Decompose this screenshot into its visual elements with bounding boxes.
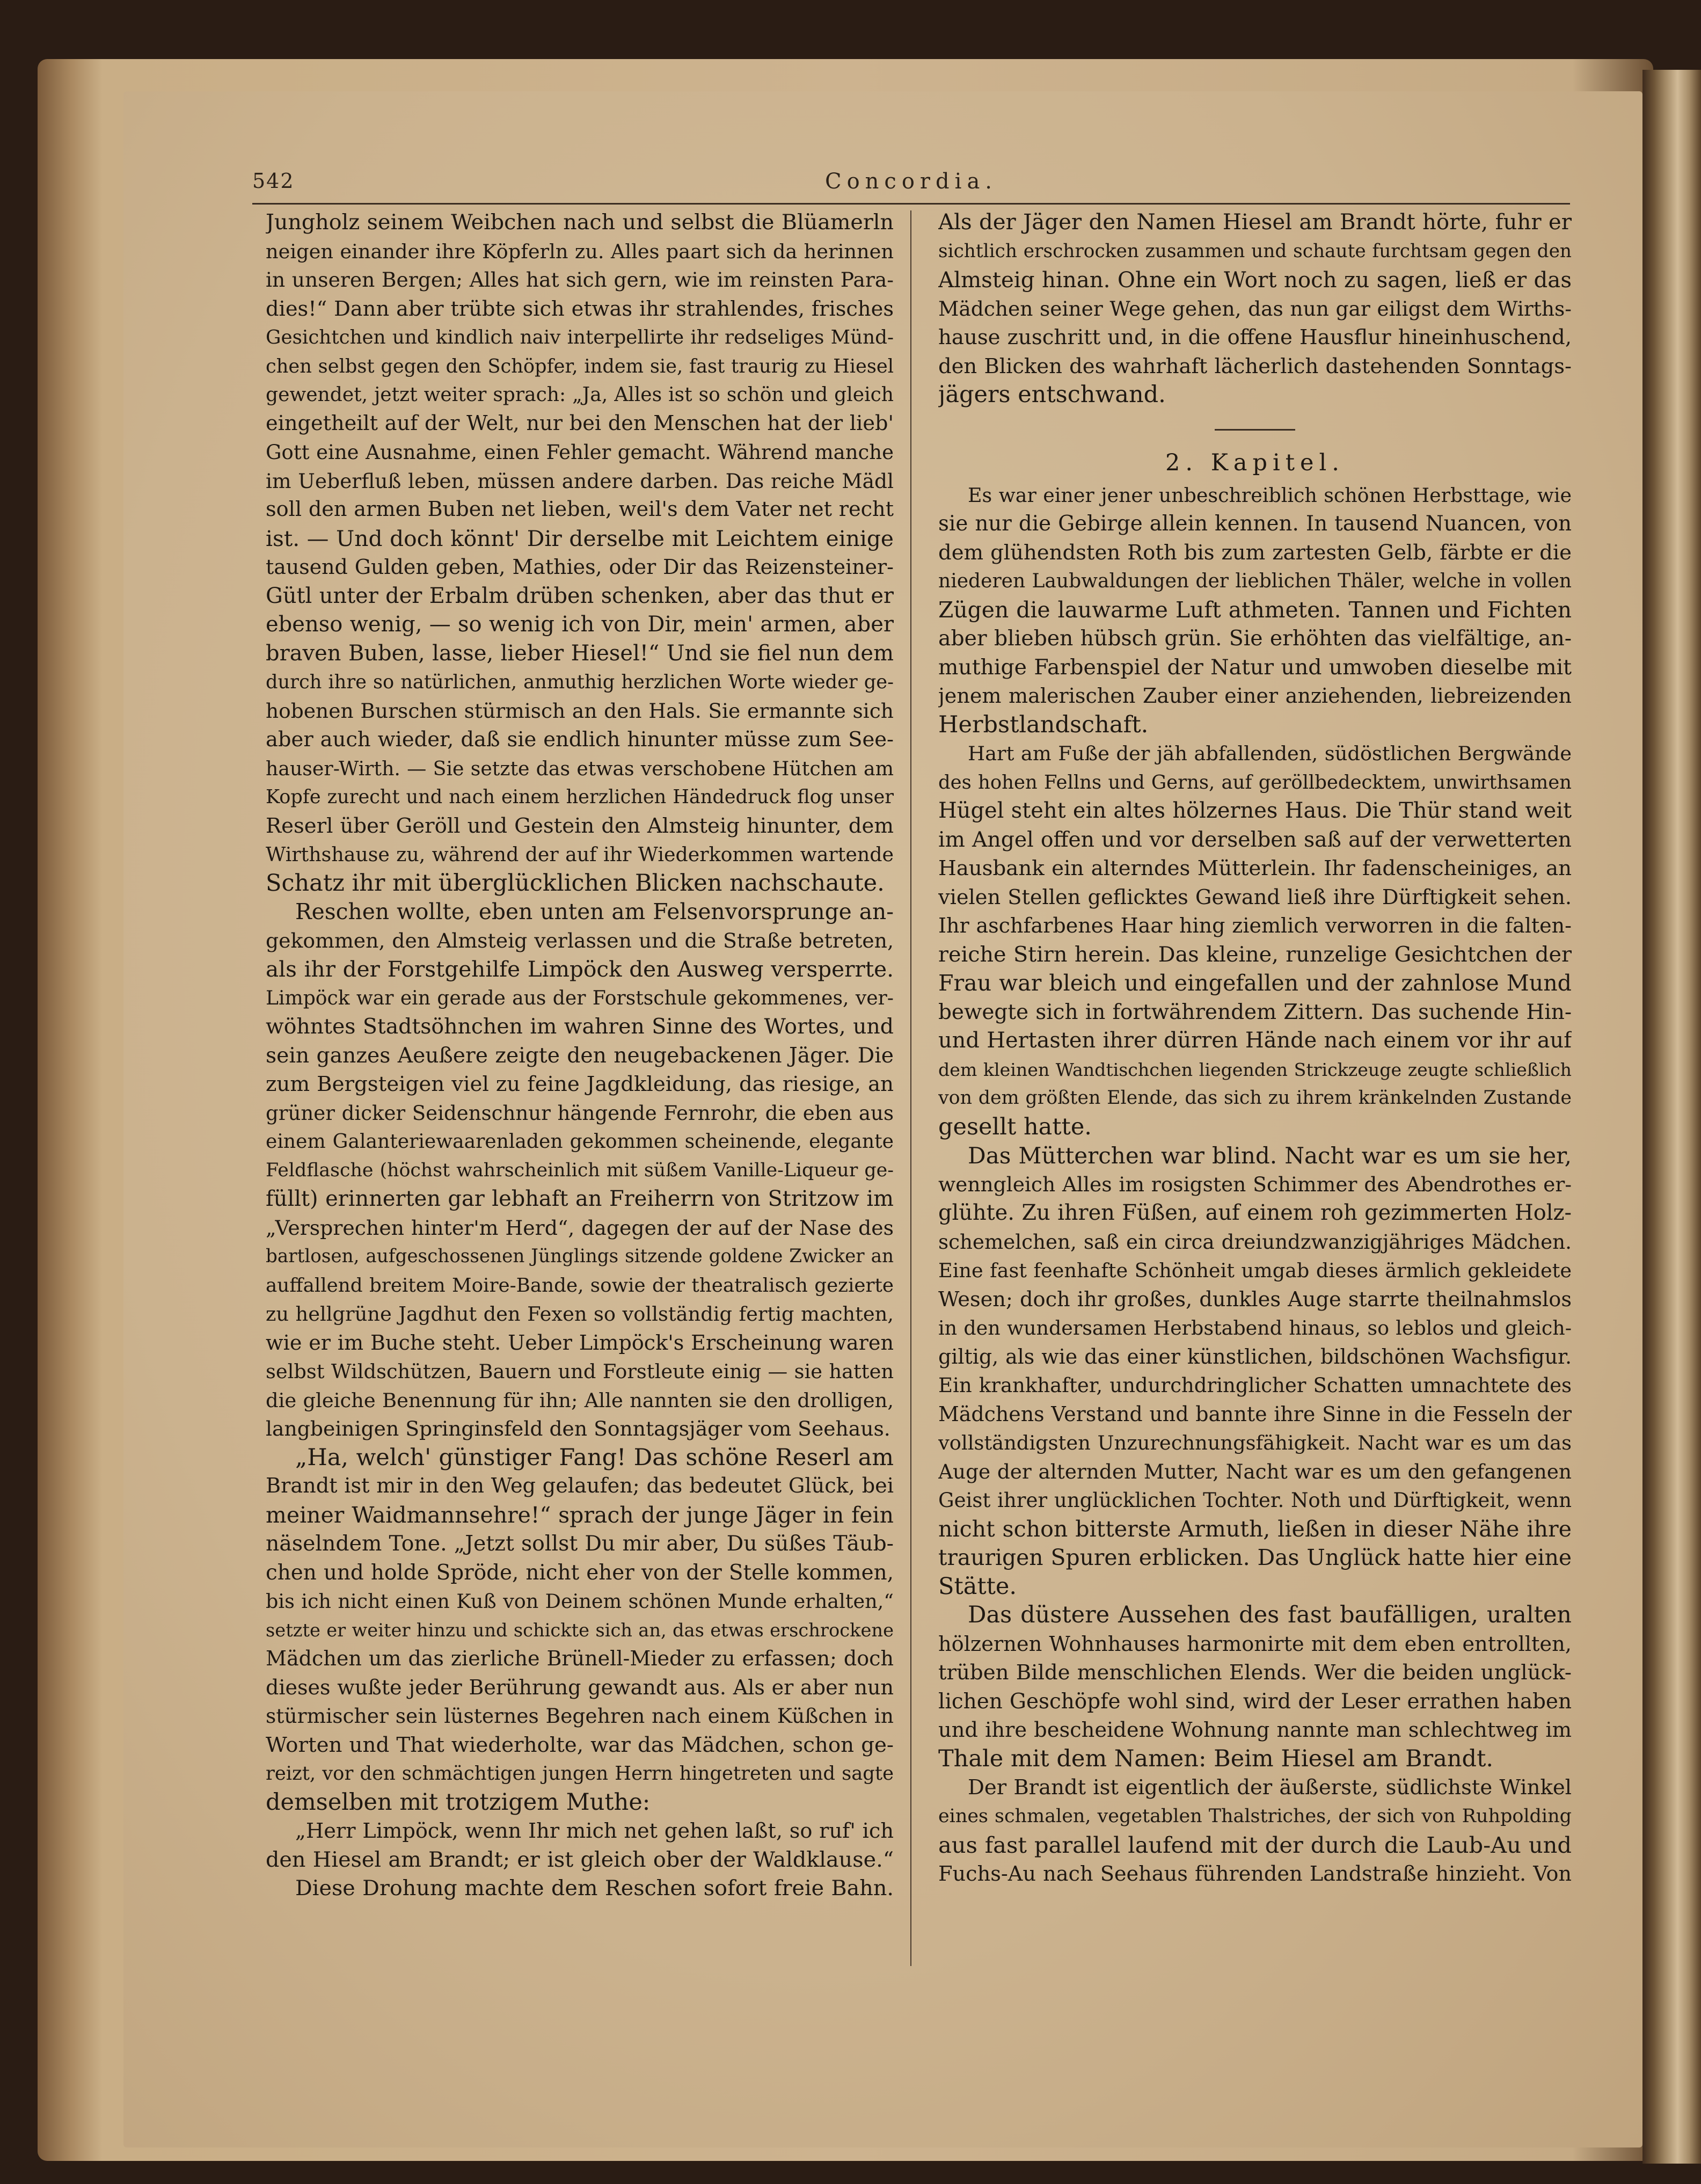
text-line: Hügel steht ein altes hölzernes Haus. Die Thür stand weit <box>938 798 1572 823</box>
text-line: hause zuschritt und, in die offene Hausflur hineinhuschend, <box>938 325 1572 350</box>
text-line: vielen Stellen geflicktes Gewand ließ ihre Dürftigkeit sehen. <box>938 885 1572 909</box>
text-line: langbeinigen Springinsfeld den Sonntagsjäger vom Seehaus. <box>266 1417 890 1440</box>
text-line: Wirthshause zu, während der auf ihr Wiederkommen wartende <box>266 843 894 866</box>
text-line: bewegte sich in fortwährendem Zittern. Das suchende Hin- <box>938 1000 1572 1024</box>
text-line: Reschen wollte, eben unten am Felsenvorsprunge an- <box>295 899 894 924</box>
text-line: Geist ihrer unglücklichen Tochter. Noth und Dürftigkeit, wenn <box>938 1489 1572 1512</box>
text-line: Feldflasche (höchst wahrscheinlich mit süßem Vanille-Liqueur ge- <box>266 1159 894 1181</box>
text-line: des hohen Fellns und Gerns, auf geröllbedecktem, unwirthsamen <box>938 771 1572 793</box>
text-line: meiner Waidmannsehre!“ sprach der junge Jäger in fein <box>266 1502 894 1528</box>
text-line: Mädchens Verstand und bannte ihre Sinne in die Fesseln der <box>938 1402 1572 1426</box>
text-line: selbst Wildschützen, Bauern und Forstleute einig — sie hatten <box>266 1360 894 1383</box>
text-line: hölzernen Wohnhauses harmonirte mit dem eben entrollten, <box>938 1632 1572 1656</box>
text-line: den Hiesel am Brandt; er ist gleich ober der Waldklause.“ <box>266 1847 894 1872</box>
next-page-edge <box>1642 70 1701 2164</box>
text-line: Reserl über Geröll und Gestein den Almsteig hinunter, dem <box>266 813 894 838</box>
text-line: einem Galanteriewaarenladen gekommen scheinende, elegante <box>266 1130 894 1153</box>
text-line: gewendet, jetzt weiter sprach: „Ja, Alles ist so schön und gleich <box>266 384 894 406</box>
text-line: Das Mütterchen war blind. Nacht war es um sie her, <box>968 1142 1572 1169</box>
right-column <box>938 208 1572 1888</box>
text-line: wenngleich Alles im rosigsten Schimmer des Abendrothes er- <box>938 1172 1572 1196</box>
text-line: den Blicken des wahrhaft lächerlich dastehenden Sonntags- <box>938 354 1572 378</box>
text-line: dieses wußte jeder Berührung gewandt aus. Als er aber nun <box>266 1675 894 1699</box>
text-line: giltig, als wie das einer künstlichen, bildschönen Wachsfigur. <box>938 1344 1572 1368</box>
text-line: reiche Stirn herein. Das kleine, runzelige Gesichtchen der <box>938 942 1572 967</box>
text-line: Gesichtchen und kindlich naiv interpellirte ihr redseliges Münd- <box>266 326 894 348</box>
text-line: durch ihre so natürlichen, anmuthig herzlichen Worte wieder ge- <box>266 671 894 693</box>
text-line: Der Brandt ist eigentlich der äußerste, südlichste Winkel <box>968 1775 1572 1800</box>
text-line: eingetheilt auf der Welt, nur bei den Menschen hat der lieb' <box>266 411 894 435</box>
text-line: Das düstere Aussehen des fast baufälligen, uralten <box>968 1601 1572 1628</box>
text-line: setzte er weiter hinzu und schickte sich an, das etwas erschrockene <box>266 1619 894 1641</box>
page-header <box>252 169 1570 201</box>
text-line: glühte. Zu ihren Füßen, auf einem roh gezimmerten Holz- <box>938 1200 1572 1225</box>
text-line: Herbstlandschaft. <box>938 711 1149 738</box>
left-column <box>266 208 894 1903</box>
text-line: hauser-Wirth. — Sie setzte das etwas verschobene Hütchen am <box>266 756 894 780</box>
text-line: aber blieben hübsch grün. Sie erhöhten das vielfältige, an- <box>938 626 1572 651</box>
text-line: braven Buben, lasse, lieber Hiesel!“ Und sie fiel nun dem <box>266 640 894 666</box>
text-line: hobenen Burschen stürmisch an den Hals. Sie ermannte sich <box>266 698 894 723</box>
text-line: sie nur die Gebirge allein kennen. In tausend Nuancen, von <box>938 512 1572 536</box>
text-line: chen und holde Spröde, nicht eher von der Stelle kommen, <box>266 1560 894 1585</box>
text-line: Als der Jäger den Namen Hiesel am Brandt hörte, fuhr er <box>938 210 1572 235</box>
text-line: auffallend breitem Moire-Bande, sowie der theatralisch gezierte <box>266 1274 894 1297</box>
text-line: trüben Bilde menschlichen Elends. Wer die beiden unglück- <box>938 1661 1572 1685</box>
text-line: im Ueberfluß leben, müssen andere darben. Das reiche Mädl <box>266 469 894 493</box>
text-line: Auge der alternden Mutter, Nacht war es um den gefangenen <box>938 1459 1572 1483</box>
text-line: Hart am Fuße der jäh abfallenden, südöstlichen Bergwände <box>968 742 1572 765</box>
text-line: aber auch wieder, daß sie endlich hinunter müsse zum See- <box>266 727 894 752</box>
text-line: tausend Gulden geben, Mathies, oder Dir das Reizensteiner- <box>266 555 894 579</box>
text-line: bis ich nicht einen Kuß von Deinem schönen Munde erhalten,“ <box>266 1590 894 1613</box>
text-line: sichtlich erschrocken zusammen und schaute furchtsam gegen den <box>938 240 1572 262</box>
text-line: Worten und That wiederholte, war das Mädchen, schon ge- <box>266 1732 894 1757</box>
text-line: Fuchs-Au nach Seehaus führenden Landstraße hinzieht. Von <box>938 1861 1572 1886</box>
text-line: gesellt hatte. <box>938 1113 1092 1140</box>
text-line: zum Bergsteigen viel zu feine Jagdkleidung, das riesige, an <box>266 1072 894 1096</box>
text-line: in unseren Bergen; Alles hat sich gern, wie im reinsten Para- <box>266 268 894 292</box>
text-line: lichen Geschöpfe wohl sind, wird der Leser errathen haben <box>938 1689 1572 1714</box>
text-line: stürmischer sein lüsternes Begehren nach einem Küßchen in <box>266 1704 894 1728</box>
text-line: wöhntes Stadtsöhnchen im wahren Sinne des Wortes, und <box>266 1014 894 1039</box>
text-line: traurigen Spuren erblicken. Das Unglück hatte hier eine <box>938 1545 1572 1570</box>
text-line: muthige Farbenspiel der Natur und umwoben dieselbe mit <box>938 654 1572 680</box>
text-line: Stätte. <box>938 1573 1017 1600</box>
text-line: in den wundersamen Herbstabend hinaus, so leblos und gleich- <box>938 1316 1572 1339</box>
text-line: neigen einander ihre Köpferln zu. Alles paart sich da herinnen <box>266 239 894 263</box>
text-line: Gütl unter der Erbalm drüben schenken, aber das thut er <box>266 583 894 608</box>
page-number: 542 <box>252 169 295 193</box>
text-line: Mädchen seiner Wege gehen, das nun gar eiligst dem Wirths- <box>938 296 1572 321</box>
text-line: und Hertasten ihrer dürren Hände nach einem vor ihr auf <box>938 1028 1572 1053</box>
text-line: Jungholz seinem Weibchen nach und selbst die Blüamerln <box>266 210 894 235</box>
text-line: wie er im Buche steht. Ueber Limpöck's Erscheinung waren <box>266 1330 894 1355</box>
text-line: „Ha, welch' günstiger Fang! Das schöne Reserl am <box>295 1444 894 1471</box>
text-line: Hausbank ein alterndes Mütterlein. Ihr fadenscheiniges, an <box>938 856 1572 880</box>
text-line: dem kleinen Wandtischchen liegenden Strickzeuge zeugte schließlich <box>938 1059 1572 1080</box>
text-line: ebenso wenig, — so wenig ich von Dir, mein' armen, aber <box>266 612 894 637</box>
text-line: von dem größten Elende, das sich zu ihrem kränkelnden Zustande <box>938 1087 1572 1109</box>
text-line: vollständigsten Unzurechnungsfähigkeit. Nacht war es um das <box>938 1431 1572 1454</box>
text-line: niederen Laubwaldungen der lieblichen Thäler, welche in vollen <box>938 570 1572 592</box>
text-line: Eine fast feenhafte Schönheit umgab dieses ärmlich gekleidete <box>938 1259 1572 1282</box>
text-line: Schatz ihr mit überglücklichen Blicken nachschaute. <box>266 869 885 897</box>
text-line: Thale mit dem Namen: Beim Hiesel am Brandt. <box>938 1745 1494 1772</box>
text-line: die gleiche Benennung für ihn; Alle nannten sie den drolligen, <box>266 1388 894 1412</box>
text-line: demselben mit trotzigem Muthe: <box>266 1788 651 1816</box>
text-line: als ihr der Forstgehilfe Limpöck den Ausweg versperrte. <box>266 956 894 982</box>
text-line: füllt) erinnerten gar lebhaft an Freiherrn von Stritzow im <box>266 1186 894 1211</box>
text-line: nicht schon bitterste Armuth, ließen in dieser Nähe ihre <box>938 1516 1572 1542</box>
text-line: bartlosen, aufgeschossenen Jünglings sitzende goldene Zwicker an <box>266 1246 894 1267</box>
text-line: gekommen, den Almsteig verlassen und die Straße betreten, <box>266 928 894 952</box>
text-line: jägers entschwand. <box>938 381 1166 408</box>
section-divider-rule <box>1215 429 1295 431</box>
text-line: näselndem Tone. „Jetzt sollst Du mir aber, Du süßes Täub- <box>266 1531 894 1556</box>
right-column-continuation <box>938 208 1572 410</box>
text-line: dies!“ Dann aber trübte sich etwas ihr strahlendes, frisches <box>266 296 894 321</box>
text-line: ist. — Und doch könnt' Dir derselbe mit Leichtem einige <box>266 525 894 551</box>
header-rule <box>252 203 1570 205</box>
text-line: sein ganzes Aeußere zeigte den neugebackenen Jäger. Die <box>266 1043 894 1068</box>
text-line: Limpöck war ein gerade aus der Forstschule gekommenes, ver- <box>266 986 894 1009</box>
text-line: chen selbst gegen den Schöpfer, indem sie, fast traurig zu Hiesel <box>266 355 894 377</box>
text-line: im Angel offen und vor derselben saß auf der verwetterten <box>938 827 1572 852</box>
text-line: grüner dicker Seidenschnur hängende Fernrohr, die eben aus <box>266 1101 894 1125</box>
text-line: Frau war bleich und eingefallen und der zahnlose Mund <box>938 970 1572 996</box>
column-divider <box>910 210 911 1966</box>
text-line: zu hellgrüne Jagdhut den Fexen so vollständig fertig machten, <box>266 1302 894 1326</box>
text-line: „Versprechen hinter'm Herd“, dagegen der auf der Nase des <box>266 1215 894 1240</box>
text-line: dem glühendsten Roth bis zum zartesten Gelb, färbte er die <box>938 540 1572 565</box>
text-line: eines schmalen, vegetablen Thalstriches, der sich von Ruhpolding <box>938 1805 1572 1827</box>
text-line: und ihre bescheidene Wohnung nannte man schlechtweg im <box>938 1718 1572 1742</box>
text-line: Es war einer jener unbeschreiblich schönen Herbsttage, wie <box>968 483 1572 507</box>
text-line: reizt, vor den schmächtigen jungen Herrn hingetreten und sagte <box>266 1763 894 1785</box>
text-line: schemelchen, saß ein circa dreiundzwanzigjähriges Mädchen. <box>938 1229 1572 1254</box>
text-line: jenem malerischen Zauber einer anziehenden, liebreizenden <box>938 684 1572 708</box>
text-line: Mädchen um das zierliche Brünell-Mieder zu erfassen; doch <box>266 1647 894 1670</box>
text-line: Ihr aschfarbenes Haar hing ziemlich verworren in die falten- <box>938 914 1572 937</box>
text-line: Zügen die lauwarme Luft athmeten. Tannen und Fichten <box>938 596 1572 623</box>
text-line: „Herr Limpöck, wenn Ihr mich net gehen laßt, so ruf' ich <box>295 1819 894 1843</box>
chapter-heading: 2. Kapitel. <box>1165 449 1345 476</box>
text-line: Almsteig hinan. Ohne ein Wort noch zu sagen, ließ er das <box>938 267 1572 293</box>
text-line: Ein krankhafter, undurchdringlicher Schatten umnachtete des <box>938 1374 1572 1397</box>
text-line: Kopfe zurecht und nach einem herzlichen Händedruck flog unser <box>266 786 894 808</box>
text-line: Brandt ist mir in den Weg gelaufen; das bedeutet Glück, bei <box>266 1474 894 1498</box>
text-line: Gott eine Ausnahme, einen Fehler gemacht. Während manche <box>266 441 894 464</box>
chapter-text <box>938 481 1572 1889</box>
text-line: Wesen; doch ihr großes, dunkles Auge starrte theilnahmslos <box>938 1287 1572 1312</box>
text-line: soll den armen Buben net lieben, weil's dem Vater net recht <box>266 498 894 521</box>
journal-title: Concordia. <box>824 169 997 194</box>
text-line: aus fast parallel laufend mit der durch die Laub-Au und <box>938 1832 1572 1858</box>
text-line: Diese Drohung machte dem Reschen sofort freie Bahn. <box>295 1876 894 1901</box>
